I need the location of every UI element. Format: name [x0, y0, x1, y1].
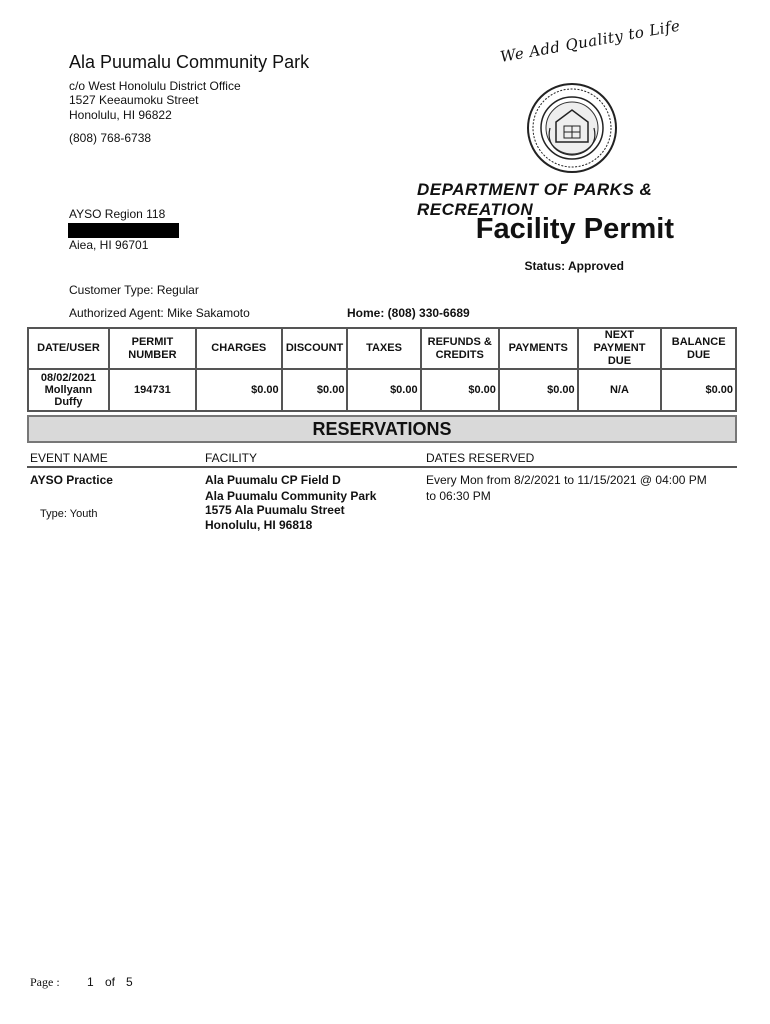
table-header-row — [28, 328, 736, 369]
facility-line-4: Honolulu, HI 96818 — [205, 518, 313, 532]
page-of-label: of — [105, 975, 116, 989]
cell-balance: $0.00 — [661, 369, 736, 411]
org-name: Ala Puumalu Community Park — [69, 52, 310, 72]
col-charges: CHARGES — [196, 328, 282, 369]
col-event-name: EVENT NAME — [30, 451, 108, 465]
table-row — [28, 369, 736, 411]
col-balance: BALANCE DUE — [661, 328, 736, 369]
page-number: 1 — [87, 975, 94, 989]
address-line-3: Honolulu, HI 96822 — [69, 108, 172, 122]
event-type: Type: Youth — [40, 508, 98, 520]
event-name: AYSO Practice — [30, 473, 113, 487]
cell-permit-number: 194731 — [109, 369, 196, 411]
cell-discount: $0.00 — [282, 369, 348, 411]
address-line-2: 1527 Keeaumoku Street — [69, 93, 199, 107]
redaction-bar — [68, 223, 179, 238]
tagline: We Add Quality to Life — [498, 16, 682, 66]
department-name: DEPARTMENT OF PARKS & RECREATION — [417, 180, 653, 219]
cell-refunds: $0.00 — [421, 369, 499, 411]
divider — [27, 466, 737, 468]
authorized-agent: Authorized Agent: Mike Sakamoto — [69, 306, 250, 320]
org-phone: (808) 768-6738 — [69, 131, 152, 145]
customer-city: Aiea, HI 96701 — [69, 238, 149, 252]
city-seal-icon — [526, 82, 618, 174]
col-permit-number: PERMIT NUMBER — [109, 328, 196, 369]
customer-name: AYSO Region 118 — [69, 207, 166, 221]
page-total: 5 — [126, 975, 133, 989]
page-label: Page : — [30, 975, 60, 989]
dates-line-2: to 06:30 PM — [426, 489, 491, 503]
col-refunds: REFUNDS & CREDITS — [421, 328, 499, 369]
reservations-heading: RESERVATIONS — [27, 415, 737, 443]
col-date-user: DATE/USER — [28, 328, 109, 369]
home-phone: Home: (808) 330-6689 — [347, 306, 470, 320]
facility-line-3: 1575 Ala Puumalu Street — [205, 503, 345, 517]
col-next-payment: NEXT PAYMENT DUE — [578, 328, 662, 369]
cell-date-user — [28, 369, 109, 411]
cell-taxes: $0.00 — [347, 369, 420, 411]
col-payments: PAYMENTS — [499, 328, 578, 369]
financial-table — [27, 327, 737, 412]
col-discount: DISCOUNT — [282, 328, 348, 369]
cell-next-payment: N/A — [578, 369, 662, 411]
customer-type: Customer Type: Regular — [69, 283, 199, 297]
permit-status: Status: Approved — [524, 259, 624, 273]
col-taxes: TAXES — [347, 328, 420, 369]
col-facility: FACILITY — [205, 451, 258, 465]
facility-line-1: Ala Puumalu CP Field D — [205, 473, 341, 487]
address-line-1: c/o West Honolulu District Office — [69, 79, 241, 93]
cell-payments: $0.00 — [499, 369, 578, 411]
dates-line-1: Every Mon from 8/2/2021 to 11/15/2021 @ 04:00 PM — [426, 473, 707, 487]
cell-date: 08/02/2021 — [40, 372, 96, 384]
permit-title: Facility Permit — [475, 213, 674, 245]
facility-line-2: Ala Puumalu Community Park — [205, 489, 377, 503]
col-dates-reserved: DATES RESERVED — [426, 451, 535, 465]
cell-charges: $0.00 — [196, 369, 282, 411]
cell-user: Mollyann Duffy — [44, 384, 93, 408]
